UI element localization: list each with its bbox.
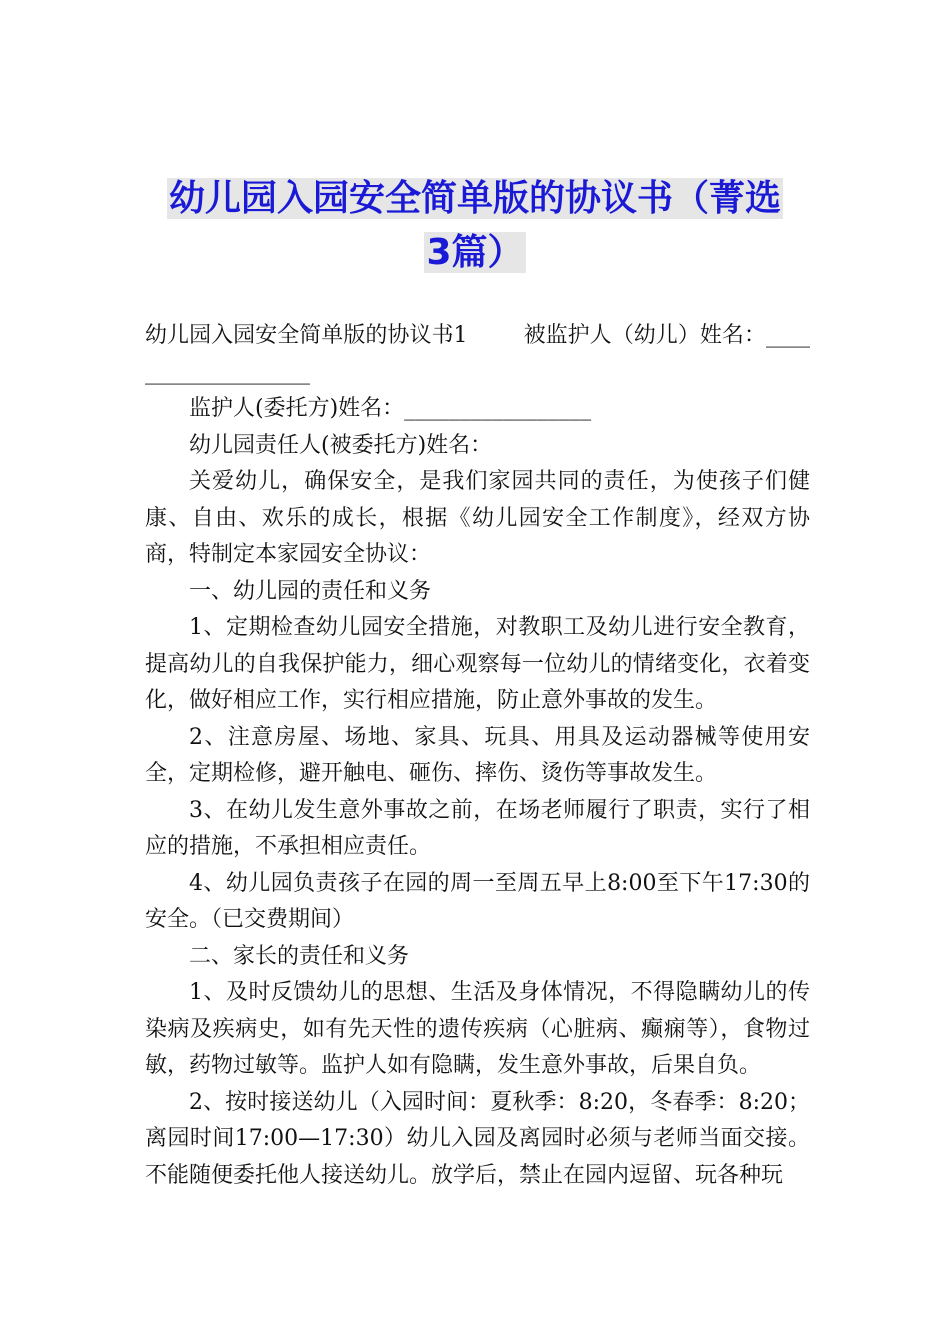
document-title bbox=[140, 172, 810, 280]
paragraph-s2-item2: 2、按时接送幼儿（入园时间：夏秋季：8:20，冬春季：8:20；离园时间17:00—17:30）幼儿入园及离园时必须与老师当面交接。不能随便委托他人接送幼儿。放学后，禁止在园内逗留、玩各种玩 bbox=[145, 1089, 810, 1188]
title-line-1: 幼儿园入园安全简单版的协议书（菁选 bbox=[168, 178, 781, 219]
paragraph-intro bbox=[145, 318, 810, 391]
paragraph-s1-item2: 2、注意房屋、场地、家具、玩具、用具及运动器械等使用安全，定期检修，避开触电、砸伤、摔伤、烫伤等事故发生。 bbox=[145, 724, 810, 786]
title-line-2: 3篇） bbox=[426, 232, 524, 273]
paragraph-s2-item1: 1、及时反馈幼儿的思想、生活及身体情况，不得隐瞒幼儿的传染病及疾病史，如有先天性的遗传疾病（心脏病、癫痫等），食物过敏，药物过敏等。监护人如有隐瞒，发生意外事故，后果自负。 bbox=[145, 980, 810, 1078]
paragraph-s1-item4: 4、幼儿园负责孩子在园的周一至周五早上8:00至下午17:30的安全。（已交费期间） bbox=[145, 870, 810, 932]
intro-agreement-label: 幼儿园入园安全简单版的协议书1 bbox=[145, 323, 468, 348]
paragraph-s1-item3: 3、在幼儿发生意外事故之前，在场老师履行了职责，实行了相应的措施，不承担相应责任。 bbox=[145, 797, 810, 859]
paragraph-kindergarten-rep: 幼儿园责任人(被委托方)姓名： bbox=[189, 432, 493, 458]
section-heading-parents: 二、家长的责任和义务 bbox=[189, 943, 410, 969]
paragraph-s1-item1: 1、定期检查幼儿园安全措施，对教职工及幼儿进行安全教育，提高幼儿的自我保护能力，细心观察每一位幼儿的情绪变化，衣着变化，做好相应工作，实行相应措施，防止意外事故的发生。 bbox=[145, 615, 810, 713]
section-heading-kindergarten: 一、幼儿园的责任和义务 bbox=[189, 578, 432, 604]
ward-name-field: 被监护人（幼儿）姓名：___________________ bbox=[145, 323, 810, 385]
paragraph-preamble: 关爱幼儿，确保安全，是我们家园共同的责任，为使孩子们健康、自由、欢乐的成长，根据《幼儿园安全工作制度》，经双方协商，特制定本家园安全协议： bbox=[145, 469, 810, 567]
document-body bbox=[145, 318, 810, 1194]
paragraph-guardian-name: 监护人(委托方)姓名：_________________ bbox=[189, 396, 592, 421]
